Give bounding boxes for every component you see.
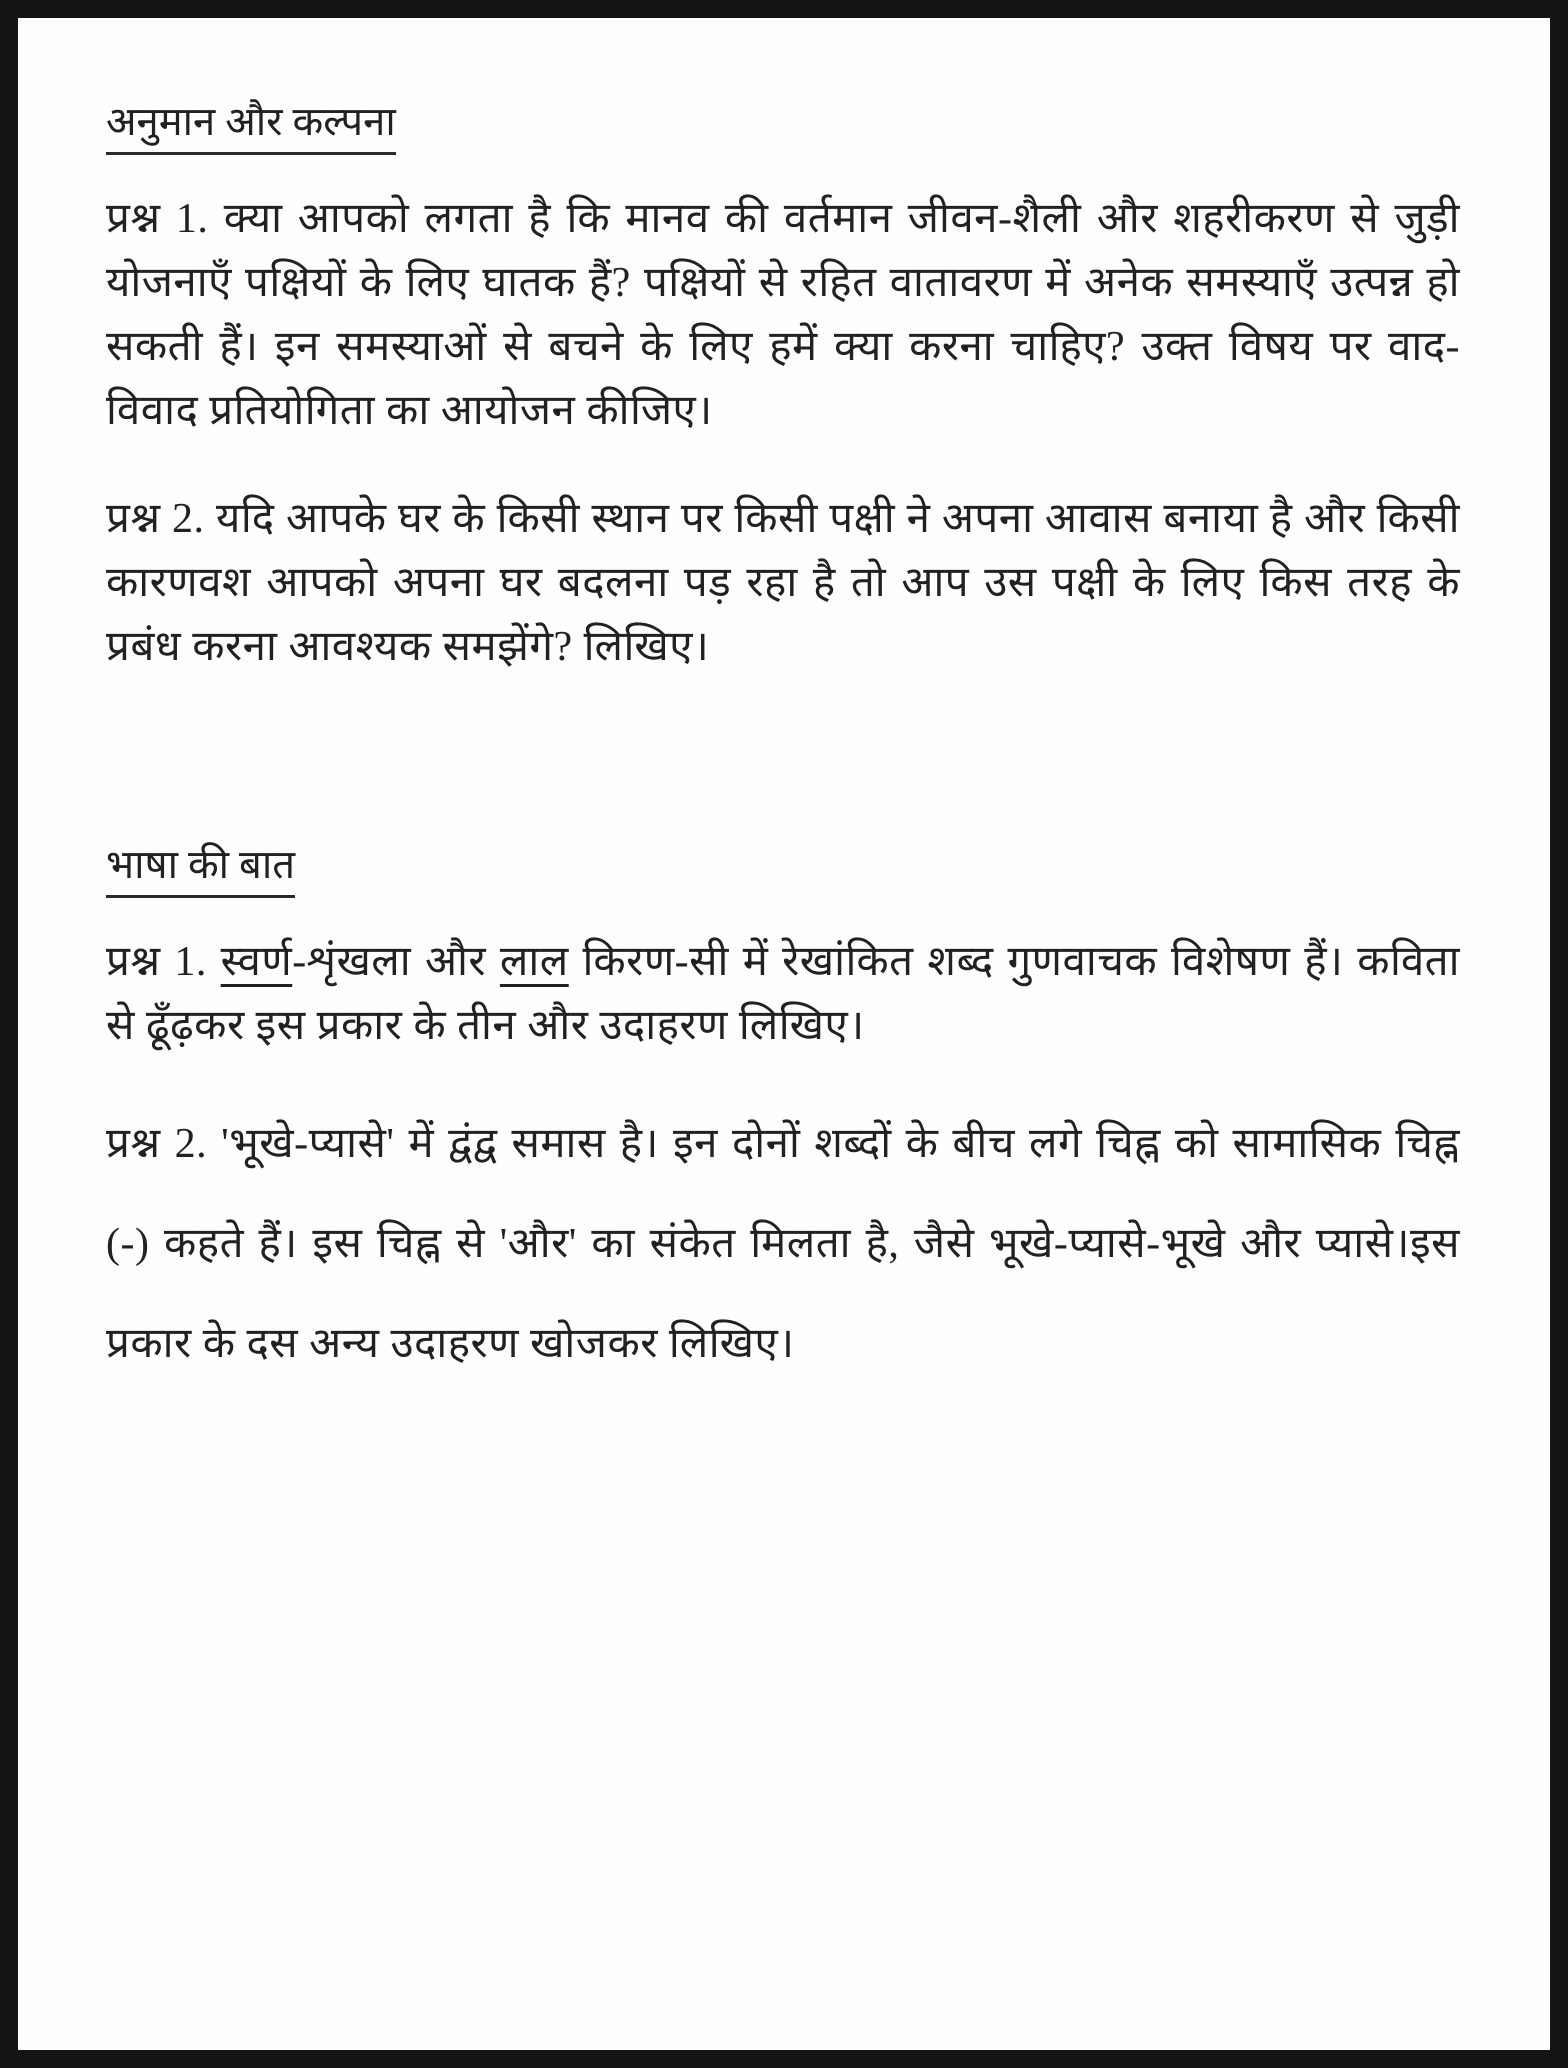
section-heading-text: अनुमान और कल्पना [106,96,396,155]
question-2-paragraph: प्रश्न 2. यदि आपके घर के किसी स्थान पर किसी पक्षी ने अपना आवास बनाया है और किसी कारणवश आपको अपना घर बदलना पड़ रहा है तो आप उस पक्षी के लिए किस तरह के प्रबंध करना आवश्यक समझेंगे? लिखिए। [106,496,1460,670]
section-heading [106,96,1460,155]
question-1-segment: -शृंखला और [292,939,500,985]
section-bhasha-ki-baat [106,839,1460,1394]
underlined-word-laal: लाल [499,939,569,985]
question-2-paragraph: प्रश्न 2. 'भूखे-प्यासे' में द्वंद्व समास है। इन दोनों शब्दों के बीच लगे चिह्न को सामासिक चिह्न (-) कहते हैं। इस चिह्न से 'और' का संकेत मिलता है, जैसे भूखे-प्यासे-भूखे और प्यासे।इस प्रकार के दस अन्य उदाहरण खोजकर लिखिए। [106,1121,1460,1367]
section-anuman-aur-kalpana [106,96,1460,679]
question-1-paragraph: प्रश्न 1. क्या आपको लगता है कि मानव की वर्तमान जीवन-शैली और शहरीकरण से जुड़ी योजनाएँ पक्षियों के लिए घातक हैं? पक्षियों से रहित वातावरण में अनेक समस्याएँ उत्पन्न हो सकती हैं। इन समस्याओं से बचने के लिए हमें क्या करना चाहिए? उक्त विषय पर वाद-विवाद प्रतियोगिता का आयोजन कीजिए। [106,196,1460,434]
section-heading-text: भाषा की बात [106,839,295,898]
page-content [18,18,1550,1454]
question-1-segment: प्रश्न 1. [106,939,221,985]
section-heading [106,839,1460,898]
question-1-paragraph [106,930,1460,1058]
underlined-word-svarn: स्वर्ण [220,939,293,985]
question-1-segment: किरण-सी में रेखांकित शब्द गुणवाचक विशेषण हैं। कविता से ढूँढ़कर इस प्रकार के तीन और उदाहरण लिखिए। [106,939,1460,1049]
